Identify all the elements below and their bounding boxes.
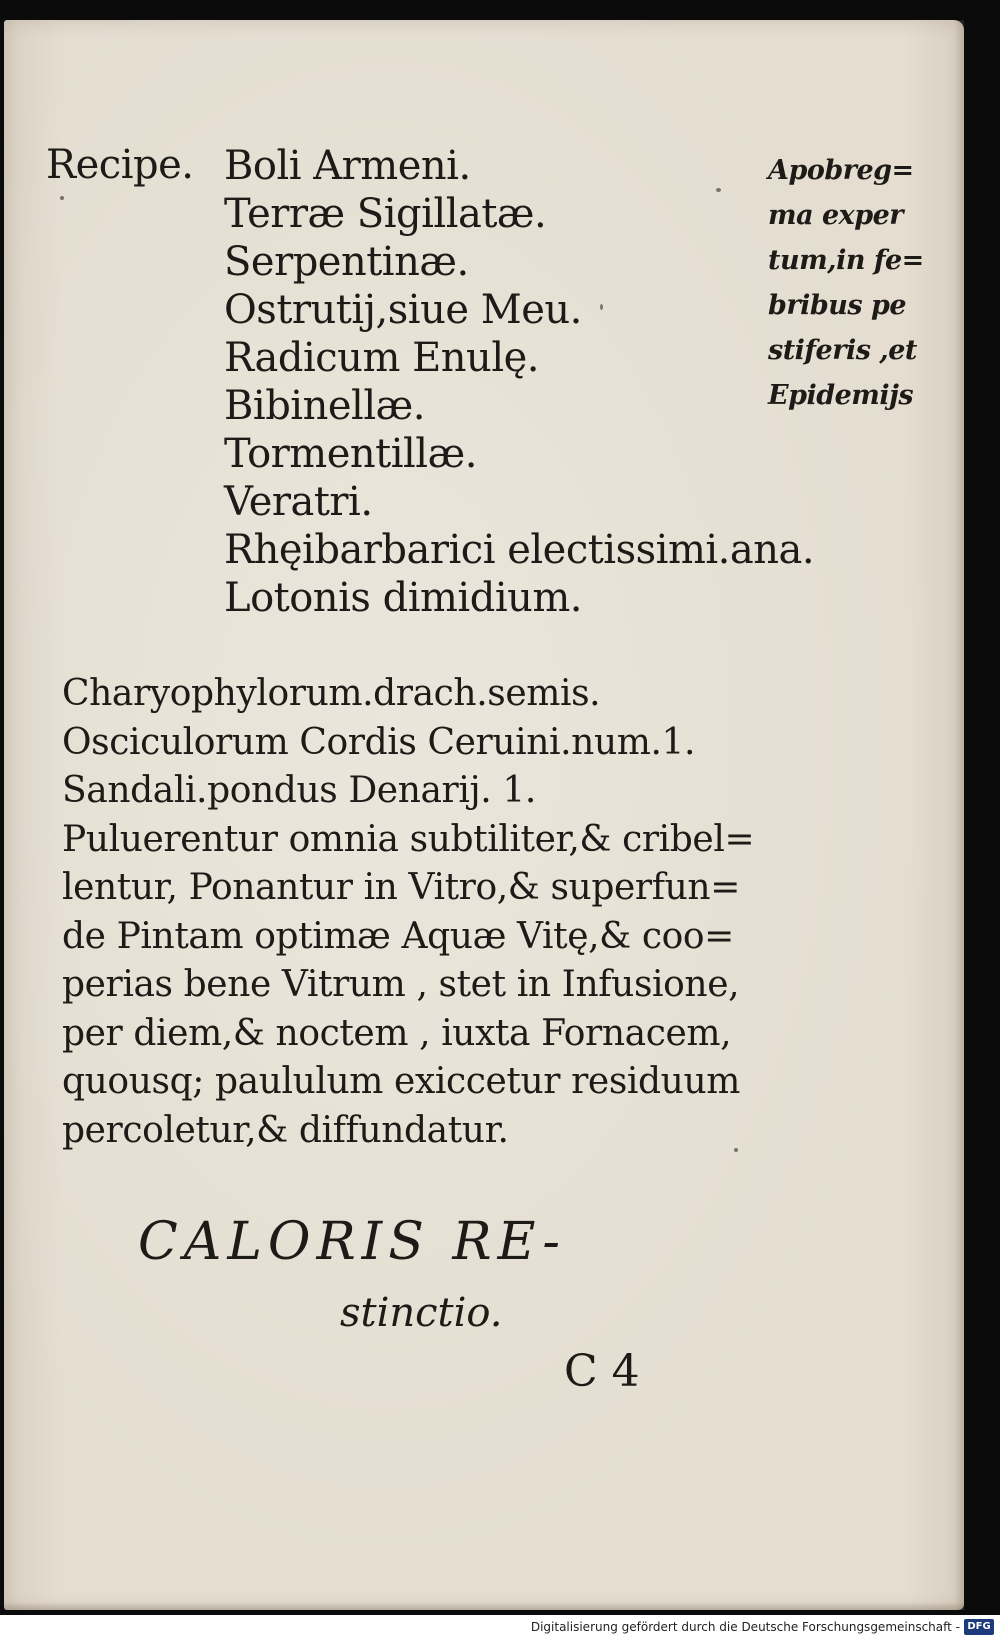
ink-speck (60, 196, 64, 200)
body-line: perias bene Vitrum , stet in Infusione, (62, 964, 740, 1005)
margin-note-line: ma exper (768, 200, 904, 231)
body-line: Puluerentur omnia subtiliter,& cribel= (62, 818, 755, 860)
page-bottom-shadow (4, 1602, 964, 1610)
margin-note-line: bribus pe (768, 290, 907, 321)
margin-note (768, 148, 938, 418)
digitization-footer (0, 1615, 1000, 1643)
ingredient-line: Terræ Sigillatæ. (224, 191, 547, 237)
ingredient-line: Rhęibarbarici electissimi.ana. (224, 527, 815, 573)
body-line: Charyophylorum.drach.semis. (62, 673, 601, 714)
margin-note-line: Apobreg= (768, 155, 914, 186)
margin-note-line: stiferis ,et (768, 335, 917, 366)
ink-speck (716, 188, 721, 192)
signature-mark: C 4 (564, 1346, 640, 1397)
recipe-label: Recipe. (46, 142, 194, 188)
footer-credit: Digitalisierung gefördert durch die Deutsche Forschungsgemeinschaft - (530, 1620, 960, 1634)
margin-note-line: tum,in fe= (768, 245, 924, 276)
ingredient-line: Boli Armeni. (224, 143, 471, 189)
dfg-logo: DFG (964, 1619, 994, 1635)
margin-note-line: Epidemijs (768, 380, 914, 411)
ink-speck (734, 1148, 738, 1152)
page-edge-shadow (954, 20, 964, 1610)
ingredient-line: Serpentinæ. (224, 239, 469, 285)
ingredient-line: Radicum Enulę. (224, 335, 539, 381)
ingredient-list (224, 142, 814, 622)
body-line: per diem,& noctem , iuxta Fornacem, (62, 1012, 732, 1054)
ingredient-line: Lotonis dimidium. (224, 575, 583, 621)
body-line: Osciculorum Cordis Ceruini.num.1. (62, 721, 696, 763)
book-page (4, 20, 964, 1610)
section-heading: CALORIS RE- (138, 1212, 566, 1272)
ingredient-line: Bibinellæ. (224, 383, 425, 429)
body-line: Sandali.pondus Denarij. 1. (62, 770, 536, 811)
ingredient-line: Veratri. (224, 479, 373, 525)
ingredient-line: Ostrutij,siue Meu. (224, 287, 582, 333)
ingredient-line: Tormentillæ. (224, 431, 477, 477)
ink-speck (600, 304, 603, 310)
body-line: lentur, Ponantur in Vitro,& superfun= (62, 867, 740, 908)
body-line: percoletur,& diffundatur. (62, 1109, 509, 1151)
body-line: quousq; paululum exiccetur residuum (62, 1061, 740, 1102)
body-line: de Pintam optimæ Aquæ Vitę,& coo= (62, 915, 734, 957)
section-heading-continuation: stinctio. (340, 1290, 503, 1336)
recipe-body-text (62, 670, 754, 1155)
